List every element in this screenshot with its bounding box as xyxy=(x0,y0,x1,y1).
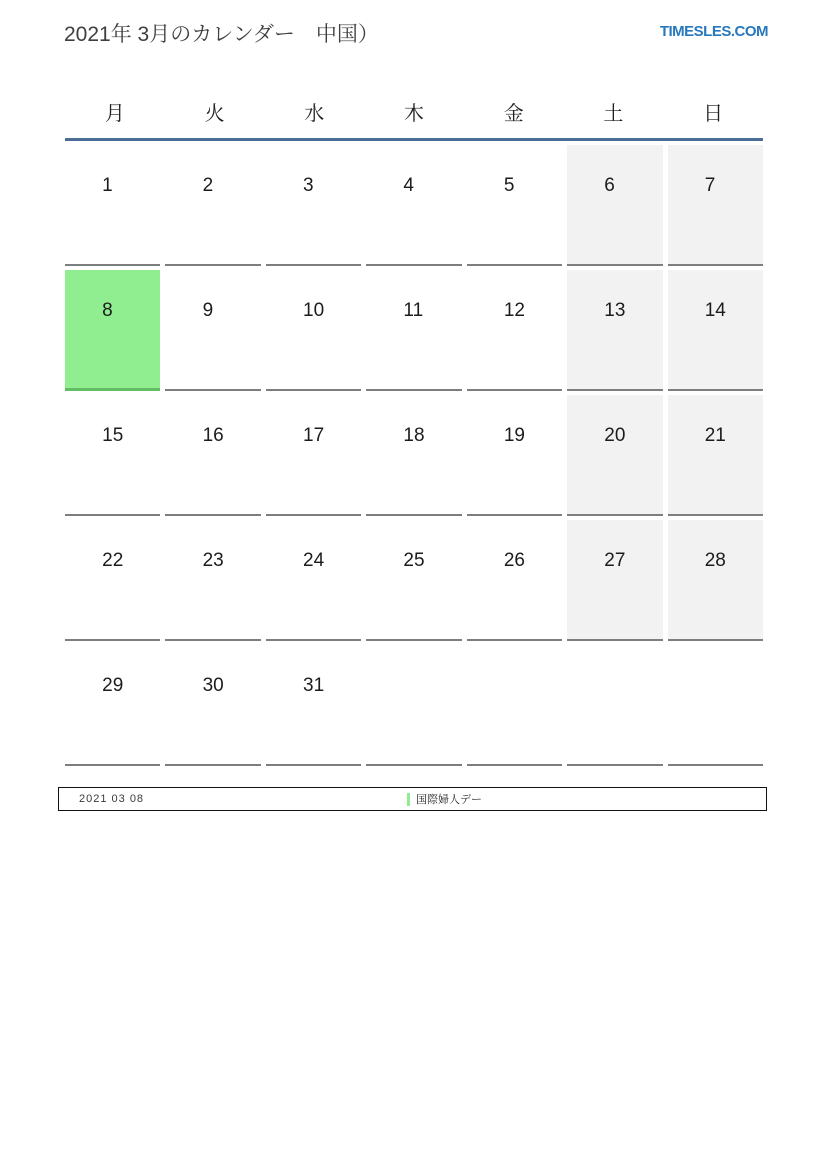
day-number: 3 xyxy=(303,175,314,196)
event-color-marker-icon xyxy=(407,793,410,806)
day-number: 27 xyxy=(604,550,626,571)
day-cell-14 xyxy=(668,270,763,391)
day-cell-13 xyxy=(567,270,662,391)
day-cell-16 xyxy=(165,395,260,516)
day-number: 22 xyxy=(102,550,124,571)
day-cell-21 xyxy=(668,395,763,516)
day-number: 5 xyxy=(503,175,515,196)
weekday-header-row xyxy=(65,85,763,141)
day-number: 7 xyxy=(704,175,716,196)
day-cell-17 xyxy=(266,395,361,516)
day-number: 26 xyxy=(503,550,525,571)
day-number: 20 xyxy=(604,425,626,446)
site-logo-link[interactable]: TIMESLES.COM xyxy=(659,23,768,40)
day-cell-27 xyxy=(567,520,662,641)
day-cell-empty xyxy=(467,645,562,766)
day-cell-23 xyxy=(165,520,260,641)
day-number: 31 xyxy=(303,675,325,696)
events-legend-bar xyxy=(58,787,767,811)
day-number: 24 xyxy=(303,550,325,571)
day-number: 9 xyxy=(202,300,214,321)
weekday-label-5: 土 xyxy=(603,103,624,125)
day-cell-30 xyxy=(165,645,260,766)
day-number: 2 xyxy=(202,175,214,196)
day-cell-28 xyxy=(668,520,763,641)
weekday-label-1: 火 xyxy=(204,103,225,125)
day-cell-11 xyxy=(366,270,461,391)
weekday-label-2: 水 xyxy=(304,103,325,125)
day-cell-25 xyxy=(366,520,461,641)
day-cell-9 xyxy=(165,270,260,391)
day-number: 14 xyxy=(704,300,726,321)
day-cell-22 xyxy=(65,520,160,641)
day-number: 25 xyxy=(403,550,425,571)
day-number: 18 xyxy=(403,425,425,446)
day-cell-15 xyxy=(65,395,160,516)
day-number: 12 xyxy=(503,300,525,321)
day-number: 23 xyxy=(202,550,224,571)
day-number: 16 xyxy=(202,425,224,446)
day-cell-8 xyxy=(65,270,160,391)
day-number: 29 xyxy=(102,675,124,696)
day-cell-1 xyxy=(65,145,160,266)
day-cell-empty xyxy=(668,645,763,766)
day-cell-6 xyxy=(567,145,662,266)
day-grid xyxy=(65,145,763,766)
day-cell-19 xyxy=(467,395,562,516)
event-date: 2021 03 08 xyxy=(79,793,145,805)
day-number: 1 xyxy=(102,175,113,196)
day-number: 30 xyxy=(202,675,224,696)
day-cell-empty xyxy=(567,645,662,766)
day-number: 17 xyxy=(303,425,325,446)
day-number: 28 xyxy=(704,550,726,571)
weekday-label-0: 月 xyxy=(104,103,125,125)
day-cell-24 xyxy=(266,520,361,641)
day-cell-29 xyxy=(65,645,160,766)
day-cell-12 xyxy=(467,270,562,391)
weekday-label-4: 金 xyxy=(503,103,524,125)
day-cell-18 xyxy=(366,395,461,516)
page-title: 2021年 3月のカレンダー 中国） xyxy=(64,23,379,46)
day-cell-10 xyxy=(266,270,361,391)
day-number: 10 xyxy=(303,300,325,321)
weekday-label-6: 日 xyxy=(703,103,724,125)
day-number: 8 xyxy=(102,300,113,321)
day-cell-3 xyxy=(266,145,361,266)
weekday-label-3: 木 xyxy=(403,103,424,125)
day-cell-7 xyxy=(668,145,763,266)
event-label: 国際婦人デー xyxy=(416,794,482,806)
day-number: 19 xyxy=(503,425,525,446)
day-number: 13 xyxy=(604,300,626,321)
day-number: 11 xyxy=(403,300,424,321)
day-cell-31 xyxy=(266,645,361,766)
month-calendar xyxy=(65,85,763,766)
day-cell-20 xyxy=(567,395,662,516)
event-entry xyxy=(407,788,482,810)
day-number: 4 xyxy=(403,175,414,196)
day-number: 21 xyxy=(704,425,726,446)
day-cell-2 xyxy=(165,145,260,266)
day-number: 6 xyxy=(604,175,615,196)
day-number: 15 xyxy=(102,425,124,446)
day-cell-26 xyxy=(467,520,562,641)
day-cell-4 xyxy=(366,145,461,266)
day-cell-empty xyxy=(366,645,461,766)
day-cell-5 xyxy=(467,145,562,266)
